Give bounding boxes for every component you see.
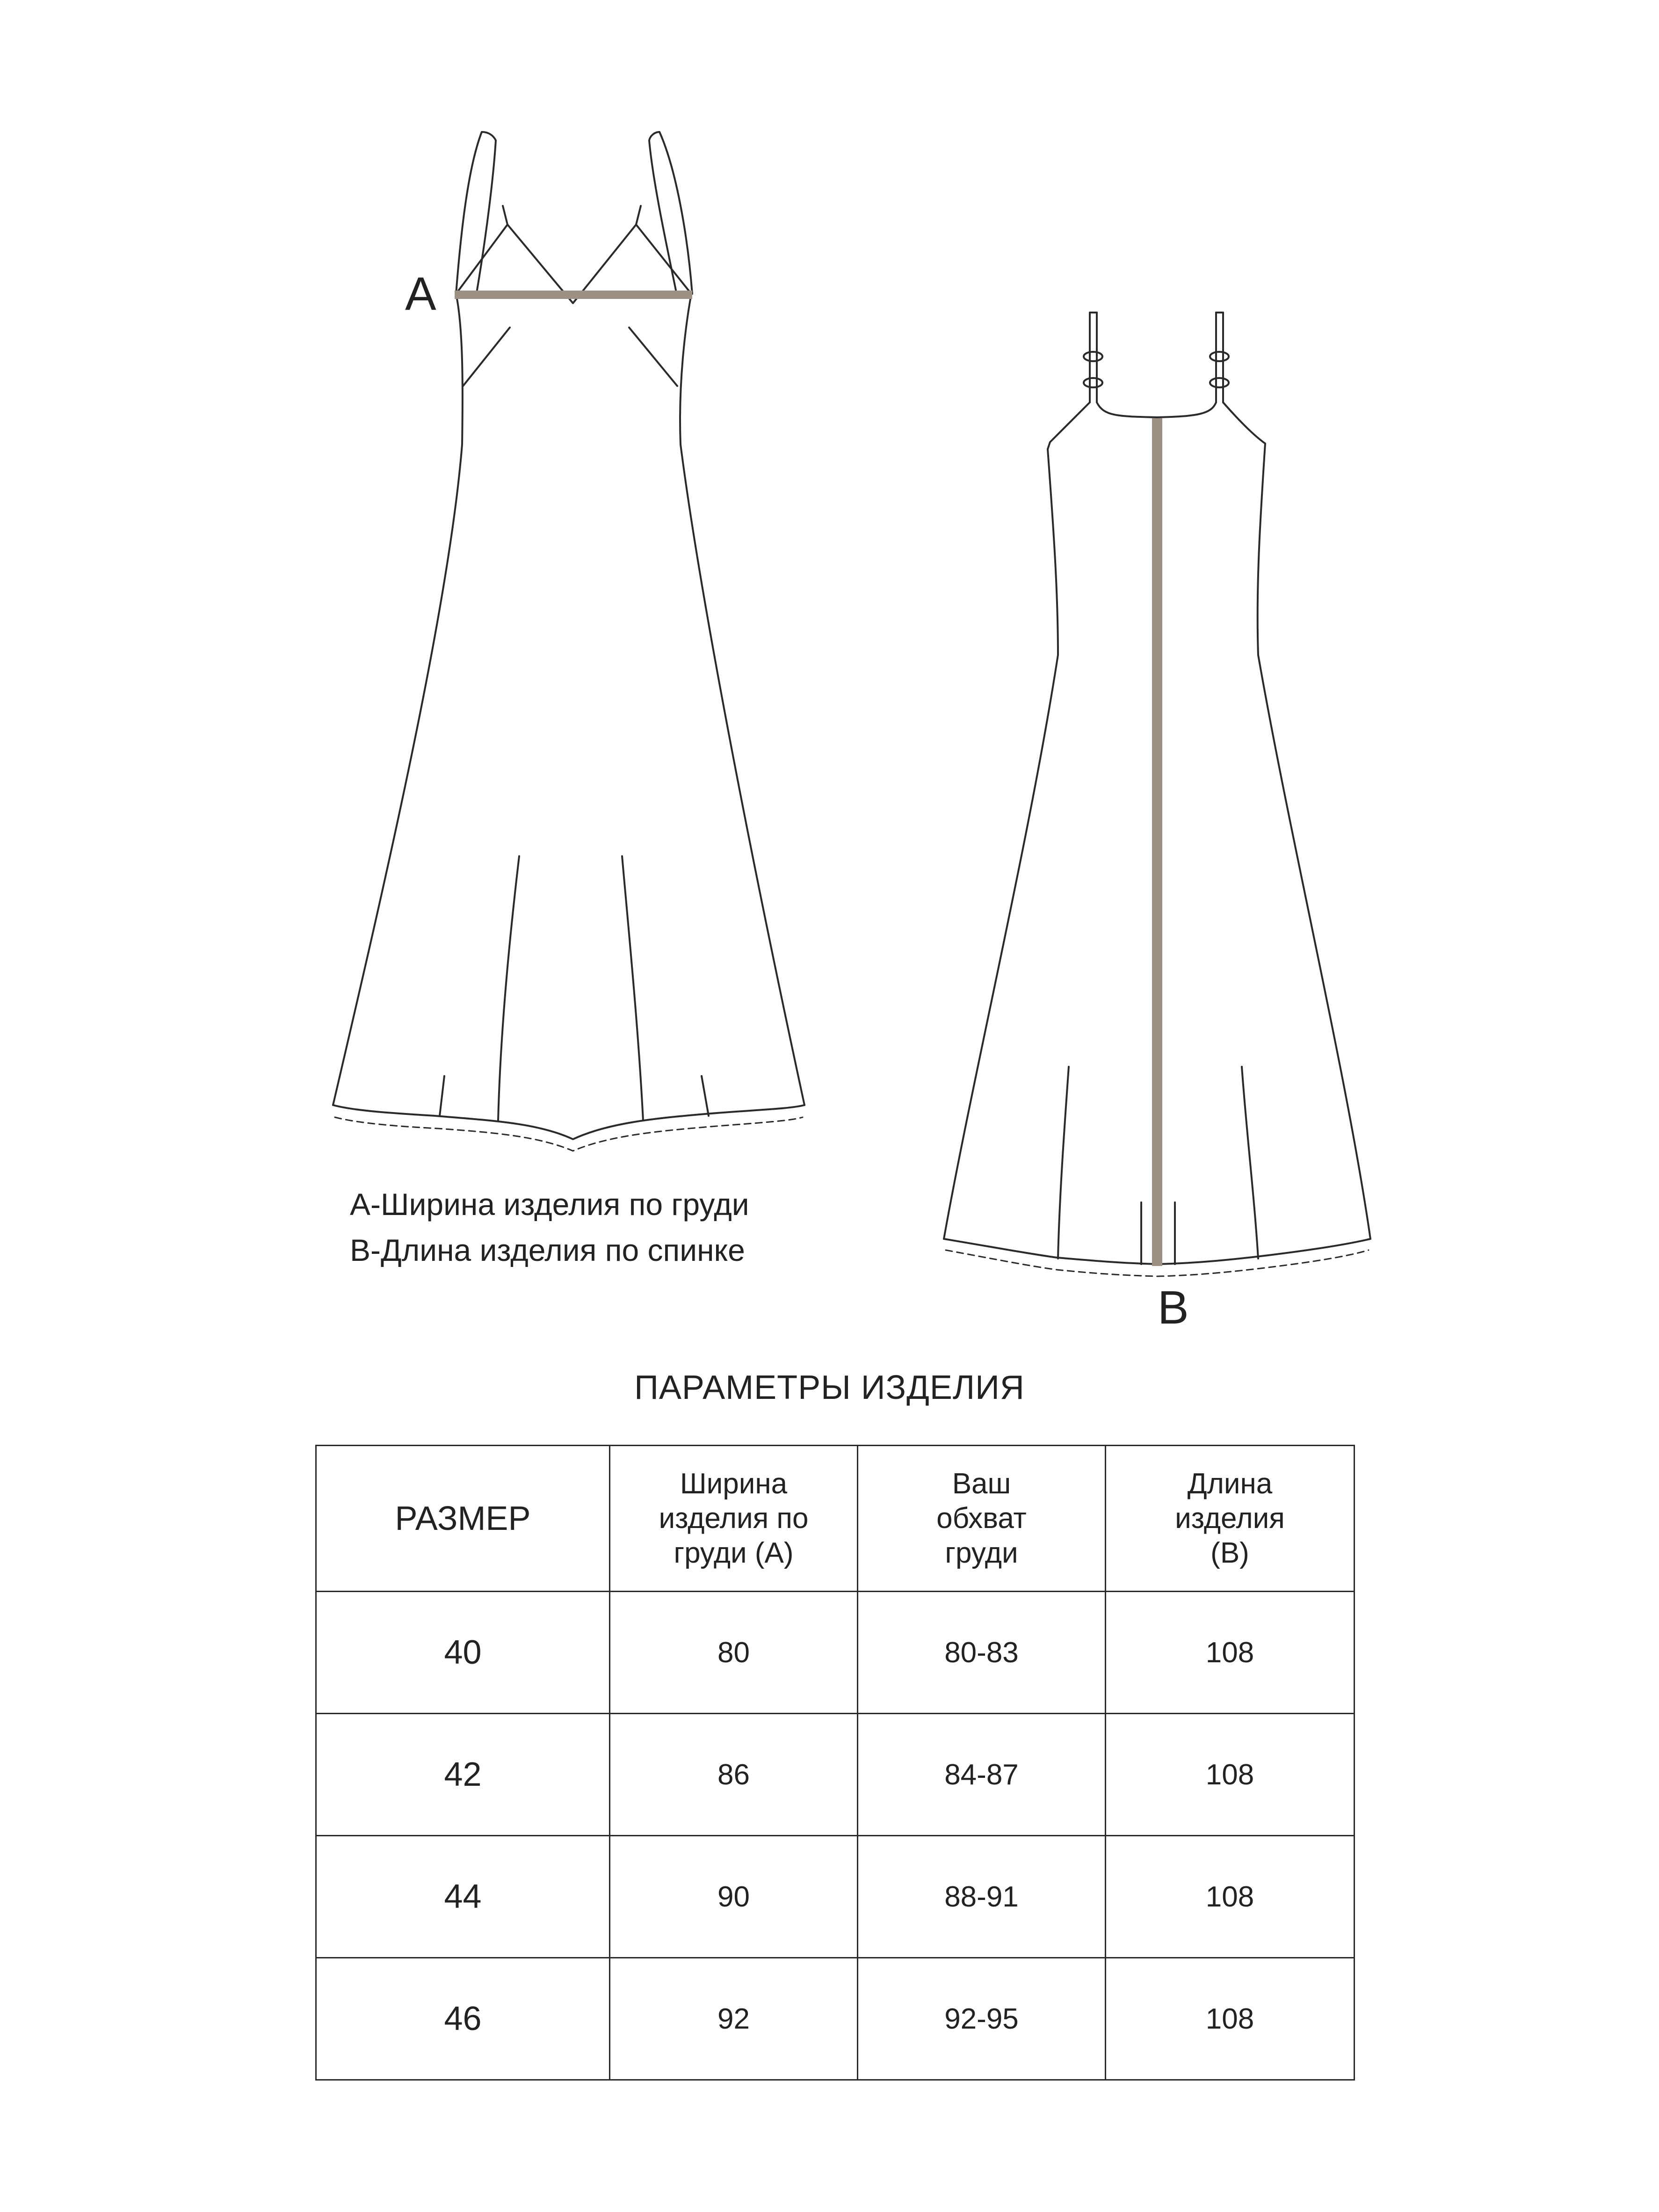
cell-size: 40 — [316, 1592, 610, 1714]
header-bust-width: Ширина изделия по груди (А) — [610, 1446, 858, 1592]
table-header-row — [316, 1446, 1355, 1592]
cell-your-bust: 80-83 — [858, 1592, 1106, 1714]
cell-your-bust: 92-95 — [858, 1958, 1106, 2080]
table-row — [316, 1714, 1355, 1836]
cell-length: 108 — [1106, 1958, 1355, 2080]
cell-size: 44 — [316, 1836, 610, 1958]
cell-your-bust: 88-91 — [858, 1836, 1106, 1958]
front-dress-outline — [333, 132, 804, 1151]
cell-length: 108 — [1106, 1836, 1355, 1958]
cell-your-bust: 84-87 — [858, 1714, 1106, 1836]
table-row — [316, 1836, 1355, 1958]
table-row — [316, 1592, 1355, 1714]
cell-bust-width: 86 — [610, 1714, 858, 1836]
measurement-b-label: B — [1158, 1281, 1189, 1334]
measurement-b-bar — [1152, 418, 1162, 1266]
table-row — [316, 1958, 1355, 2080]
cell-bust-width: 80 — [610, 1592, 858, 1714]
header-your-bust: Ваш обхват груди — [858, 1446, 1106, 1592]
measurement-legend — [350, 1181, 749, 1273]
measurement-a-label: A — [405, 268, 436, 320]
cell-bust-width: 90 — [610, 1836, 858, 1958]
cell-bust-width: 92 — [610, 1958, 858, 2080]
size-table — [315, 1445, 1355, 2081]
header-length: Длина изделия (В) — [1106, 1446, 1355, 1592]
header-size: РАЗМЕР — [316, 1446, 610, 1592]
cell-length: 108 — [1106, 1714, 1355, 1836]
cell-size: 42 — [316, 1714, 610, 1836]
legend-item-a: А-Ширина изделия по груди — [350, 1187, 749, 1222]
cell-size: 46 — [316, 1958, 610, 2080]
legend-item-b: В-Длина изделия по спинке — [350, 1233, 745, 1267]
measurement-a-bar — [455, 291, 692, 299]
cell-length: 108 — [1106, 1592, 1355, 1714]
table-title: ПАРАМЕТРЫ ИЗДЕЛИЯ — [634, 1369, 1025, 1406]
